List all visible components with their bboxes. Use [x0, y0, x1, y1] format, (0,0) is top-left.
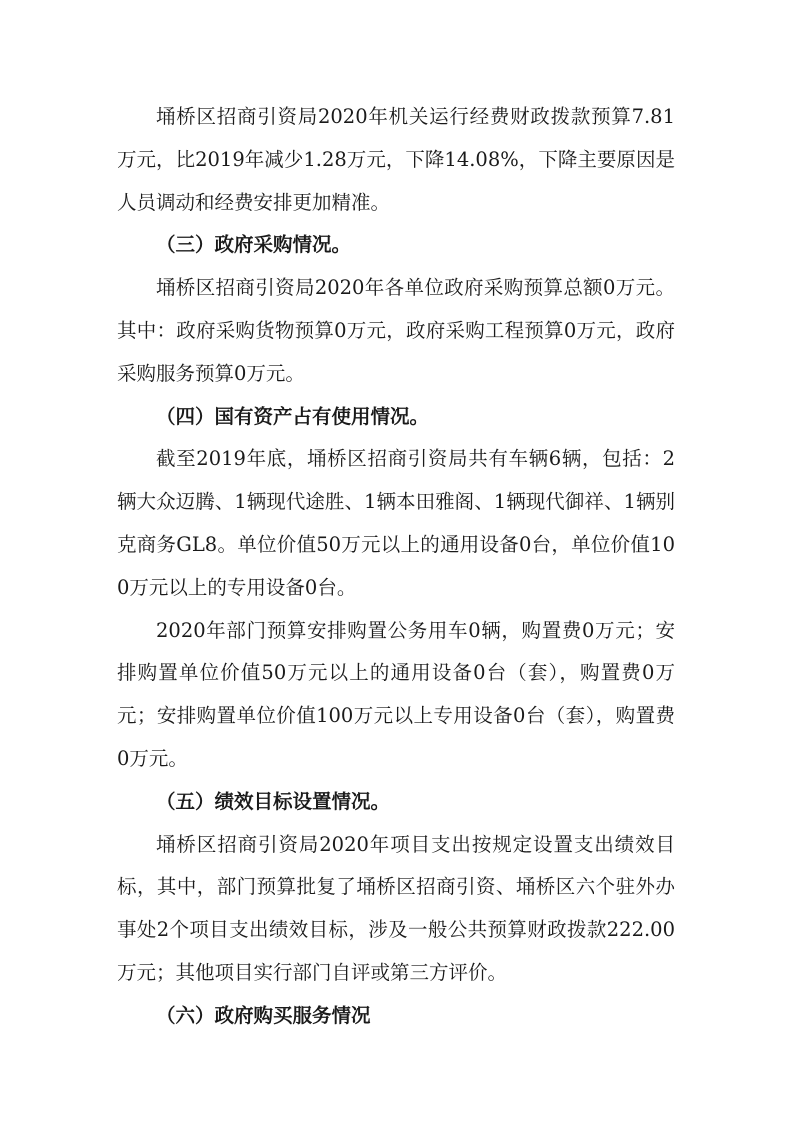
heading-purchased-services: （六）政府购买服务情况 [156, 1003, 371, 1027]
heading-performance-targets: （五）绩效目标设置情况。 [156, 789, 391, 813]
document-body [117, 96, 675, 1038]
paragraph-operating-funds: 埇桥区招商引资局2020年机关运行经费财政拨款预算7.81万元，比2019年减少1.28万元，下降14.08%，下降主要原因是人员调动和经费安排更加精准。 [117, 105, 675, 214]
heading-government-procurement: （三）政府采购情况。 [156, 233, 352, 257]
paragraph-vehicles: 截至2019年底，埇桥区招商引资局共有车辆6辆，包括：2辆大众迈腾、1辆现代途胜、1辆本田雅阁、1辆现代御祥、1辆别克商务GL8。单位价值50万元以上的通用设备0台，单位价值100万元以上的专用设备0台。 [117, 447, 675, 599]
paragraph-procurement-budget: 埇桥区招商引资局2020年各单位政府采购预算总额0万元。其中：政府采购货物预算0万元，政府采购工程预算0万元，政府采购服务预算0万元。 [117, 276, 675, 385]
heading-state-assets: （四）国有资产占有使用情况。 [156, 404, 430, 428]
paragraph-purchase-plan: 2020年部门预算安排购置公务用车0辆，购置费0万元；安排购置单位价值50万元以上的通用设备0台（套），购置费0万元；安排购置单位价值100万元以上专用设备0台（套），购置费0万元。 [117, 618, 675, 770]
paragraph-performance-targets: 埇桥区招商引资局2020年项目支出按规定设置支出绩效目标，其中，部门预算批复了埇桥区招商引资、埇桥区六个驻外办事处2个项目支出绩效目标，涉及一般公共预算财政拨款222.00万元；其他项目实行部门自评或第三方评价。 [117, 832, 675, 984]
